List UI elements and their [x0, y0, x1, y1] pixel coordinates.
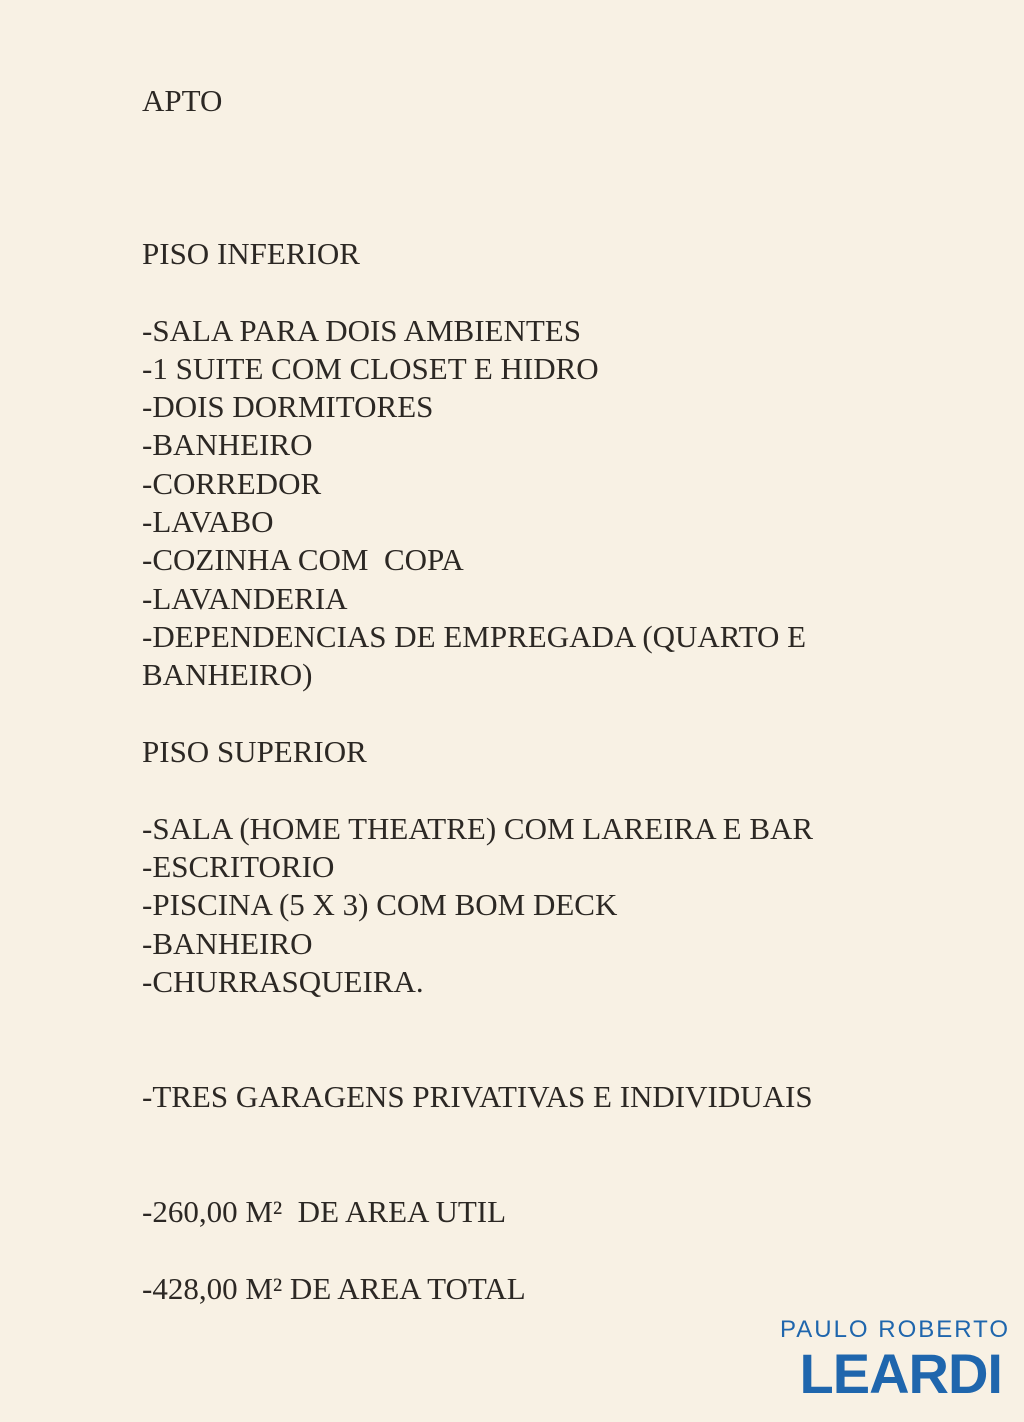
list-item: -CORREDOR: [142, 466, 322, 501]
logo-wordmark: LEARDI: [799, 1342, 1002, 1405]
brand-logo: [780, 1316, 1011, 1405]
list-item: -LAVABO: [142, 504, 274, 539]
section-heading-upper: PISO SUPERIOR: [142, 734, 367, 769]
list-item: -DOIS DORMITORES: [142, 389, 434, 424]
list-item-continuation: BANHEIRO): [142, 657, 313, 692]
list-item: -SALA (HOME THEATRE) COM LAREIRA E BAR: [142, 811, 814, 846]
section-heading-lower: PISO INFERIOR: [142, 236, 360, 271]
list-item: -BANHEIRO: [142, 427, 313, 462]
list-item: -1 SUITE COM CLOSET E HIDRO: [142, 351, 599, 386]
list-item: -BANHEIRO: [142, 926, 313, 961]
list-item-garages: -TRES GARAGENS PRIVATIVAS E INDIVIDUAIS: [142, 1079, 813, 1114]
list-item: -LAVANDERIA: [142, 581, 348, 616]
logo-subtitle: PAULO ROBERTO: [780, 1316, 1011, 1343]
list-item: -SALA PARA DOIS AMBIENTES: [142, 313, 581, 348]
list-item: -PISCINA (5 X 3) COM BOM DECK: [142, 887, 618, 922]
doc-title: APTO: [142, 83, 223, 118]
list-item: -COZINHA COM COPA: [142, 542, 464, 577]
list-item: -ESCRITORIO: [142, 849, 335, 884]
list-item: -CHURRASQUEIRA.: [142, 964, 424, 999]
list-item: -DEPENDENCIAS DE EMPREGADA (QUARTO E: [142, 619, 807, 654]
list-item-total-area: -428,00 M² DE AREA TOTAL: [142, 1271, 526, 1306]
list-item-useful-area: -260,00 M² DE AREA UTIL: [142, 1194, 507, 1229]
